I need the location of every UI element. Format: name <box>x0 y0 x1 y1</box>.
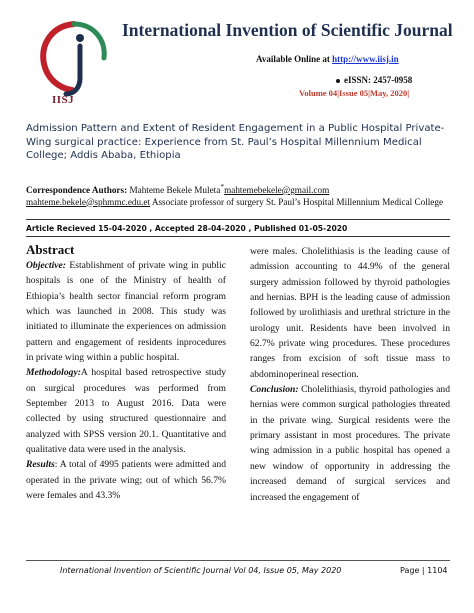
article-title: Admission Pattern and Extent of Resident Engagement in a Public Hospital Private-Wing surgical practice: Experience from St. Paul’s Hospital Millennium Medical College; Addis Ababa, Ethiopia <box>26 123 445 161</box>
methodology-paragraph <box>26 365 226 457</box>
author-affiliation: Associate professor of surgery St. Paul’s Hospital Millennium Medical College <box>150 196 444 207</box>
email-link-2[interactable]: mahteme.bekele@sphmmc.edu.et <box>26 196 151 207</box>
results-paragraph <box>26 457 226 503</box>
bullet-icon <box>336 79 340 83</box>
correspondence <box>26 181 450 208</box>
methodology-text: A hospital based retrospective study on surgical procedures was performed from September 2013 to August 2016. Data were collected by using structured questionnaire and analyzed with SPSS version 20.1. Quantitative and qualitative data were used in the analysis. <box>26 367 226 456</box>
results-text: : A total of 4995 patients were admitted and operated in the private wing; out of which 56.7% were females and 43.3% <box>26 459 226 502</box>
divider-top <box>26 219 450 220</box>
email-link-1[interactable]: mahtemebekele@gmail.com <box>224 185 330 196</box>
methodology-label: Methodology: <box>26 367 81 379</box>
logo-text: IISJ <box>52 94 75 106</box>
article-dates: Article Recieved 15-04-2020 , Accepted 28-04-2020 , Published 01-05-2020 <box>26 224 348 233</box>
author-marker: * <box>220 182 225 191</box>
author-name: Mahteme Bekele Muleta <box>127 185 221 196</box>
abstract-left-column <box>26 242 226 504</box>
iisj-logo-icon <box>34 16 120 110</box>
eissn-text: eISSN: 2457-0958 <box>344 75 413 85</box>
journal-url-link[interactable]: http://www.iisj.in <box>332 54 399 64</box>
page-number: Page | 1104 <box>400 566 448 575</box>
volume-issue: Volume 04|Issue 05|May, 2020| <box>299 88 410 98</box>
objective-label: Objective: <box>26 260 66 271</box>
available-online <box>256 54 399 64</box>
abstract-right-column <box>250 244 450 505</box>
correspondence-label: Correspondence Authors: <box>26 185 128 196</box>
objective-paragraph <box>26 258 226 365</box>
divider-bottom <box>26 236 450 237</box>
journal-title: International Invention of Scientific Journal <box>122 20 453 40</box>
available-prefix: Available Online at <box>256 54 333 64</box>
results-label: Results <box>26 459 55 471</box>
objective-text: Establishment of private wing in public hospitals is one of the Ministry of health of Ethiopia’s health sector financial reform program which was launched in 2008. This study was initiated to illuminate the experiences on admission pattern and engagement of residents inprocedures in private wing within a public hospital. <box>26 260 226 364</box>
abstract-heading: Abstract <box>26 242 75 257</box>
conclusion-label: Conclusion: <box>250 384 299 396</box>
footer-divider <box>26 560 450 561</box>
journal-logo <box>34 16 120 110</box>
results-continued: were males. Cholelithiasis is the leading cause of admission accounting to 44.9% of the general surgery admission followed by thyroid pathologies and hernias. BPH is the leading cause of admission followed by urolithiasis and urethral stricture in the urology unit. Residents have been involved in 62.7% private wing procedures. These procedures ranges from excision of soft tissue mass to abdominoperineal resection. <box>250 246 450 380</box>
footer-citation: International Invention of Scientific Journal Vol 04, Issue 05, May 2020 <box>60 566 342 575</box>
conclusion-text: Cholelithiasis, thyroid pathologies and hernias were common surgical pathologies threated in the private wing. Surgical residents were the primary assistant in most procedures. The private wing admission in a public hospital has opened a new window of opportunity in addressing the increased demand of surgical services and increased the engagement of <box>250 384 450 503</box>
conclusion-paragraph <box>250 382 450 505</box>
eissn <box>336 75 412 85</box>
